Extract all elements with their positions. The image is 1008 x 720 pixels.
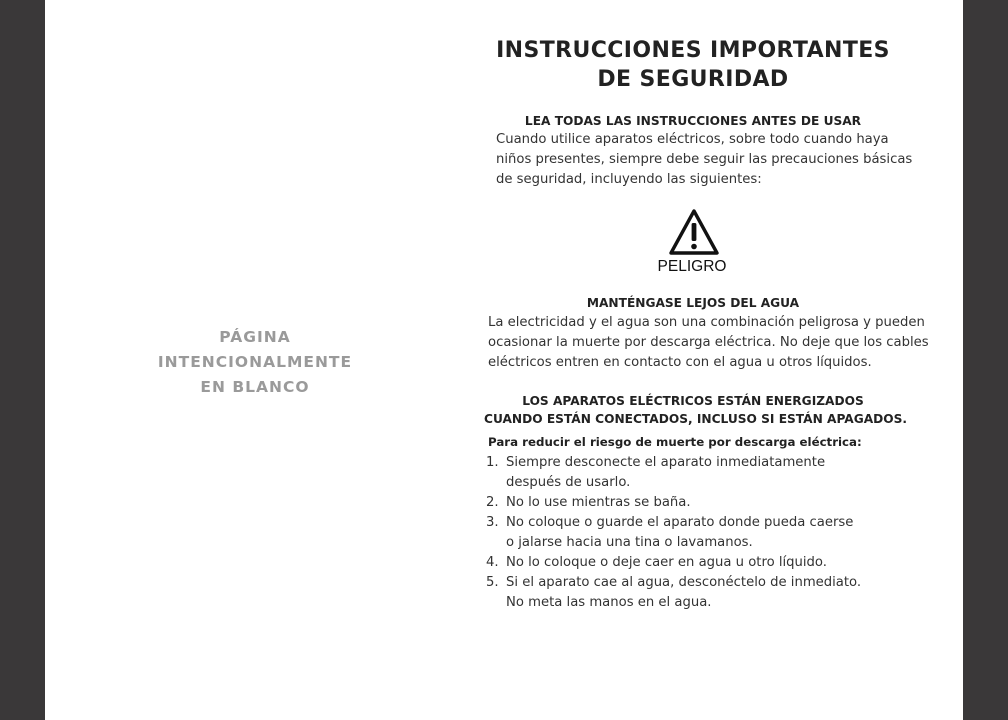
title-line: DE SEGURIDAD (597, 67, 789, 92)
list-item (486, 453, 906, 493)
list-line: después de usarlo. (506, 475, 631, 490)
list-line: o jalarse hacia una tina o lavamanos. (506, 535, 753, 550)
intro-paragraph (496, 130, 912, 190)
list-item (486, 493, 906, 513)
list-text (506, 513, 853, 553)
warning-triangle-icon (668, 208, 720, 256)
intro-line: niños presentes, siempre debe seguir las precauciones básicas (496, 152, 913, 167)
title-line: INSTRUCCIONES IMPORTANTES (496, 38, 890, 63)
list-number: 5. (486, 575, 499, 590)
blank-note-line: EN BLANCO (200, 378, 310, 396)
list-line: Siempre desconecte el aparato inmediatamente (506, 455, 826, 470)
page-title (484, 36, 902, 94)
list-text (506, 553, 827, 573)
list-intro: Para reducir el riesgo de muerte por descarga eléctrica: (488, 435, 862, 449)
water-line: eléctricos entren en contacto con el agua u otros líquidos. (488, 355, 872, 370)
water-heading: MANTÉNGASE LEJOS DEL AGUA (586, 296, 800, 310)
energized-line: CUANDO ESTÁN CONECTADOS, INCLUSO SI ESTÁN APAGADOS. (484, 412, 908, 426)
list-text (506, 573, 861, 613)
blank-page-note (130, 325, 380, 400)
list-number: 4. (486, 555, 499, 570)
list-line: No coloque o guarde el aparato donde pueda caerse (506, 515, 854, 530)
list-line: No meta las manos en el agua. (506, 595, 712, 610)
intro-line: de seguridad, incluyendo las siguientes: (496, 172, 762, 187)
list-line: Si el aparato cae al agua, desconéctelo de inmediato. (506, 575, 862, 590)
list-number: 2. (486, 495, 499, 510)
list-text (506, 493, 691, 513)
energized-heading (484, 392, 908, 428)
list-line: No lo coloque o deje caer en agua u otro líquido. (506, 555, 827, 570)
list-item (486, 553, 906, 573)
list-item (486, 573, 906, 613)
list-item (486, 513, 906, 553)
list-number: 1. (486, 455, 499, 470)
list-line: No lo use mientras se baña. (506, 495, 691, 510)
blank-note-line: INTENCIONALMENTE (157, 353, 353, 371)
water-paragraph (488, 313, 929, 373)
water-line: La electricidad y el agua son una combinación peligrosa y pueden (488, 315, 925, 330)
water-line: ocasionar la muerte por descarga eléctrica. No deje que los cables (488, 335, 929, 350)
energized-line: LOS APARATOS ELÉCTRICOS ESTÁN ENERGIZADOS (522, 394, 864, 408)
blank-note-line: PÁGINA (219, 328, 291, 346)
warning-label: PELIGRO (657, 258, 727, 275)
read-instructions-heading: LEA TODAS LAS INSTRUCCIONES ANTES DE USAR (524, 114, 862, 128)
intro-line: Cuando utilice aparatos eléctricos, sobre todo cuando haya (496, 132, 889, 147)
list-text (506, 453, 825, 493)
safety-list (486, 453, 906, 613)
list-number: 3. (486, 515, 499, 530)
